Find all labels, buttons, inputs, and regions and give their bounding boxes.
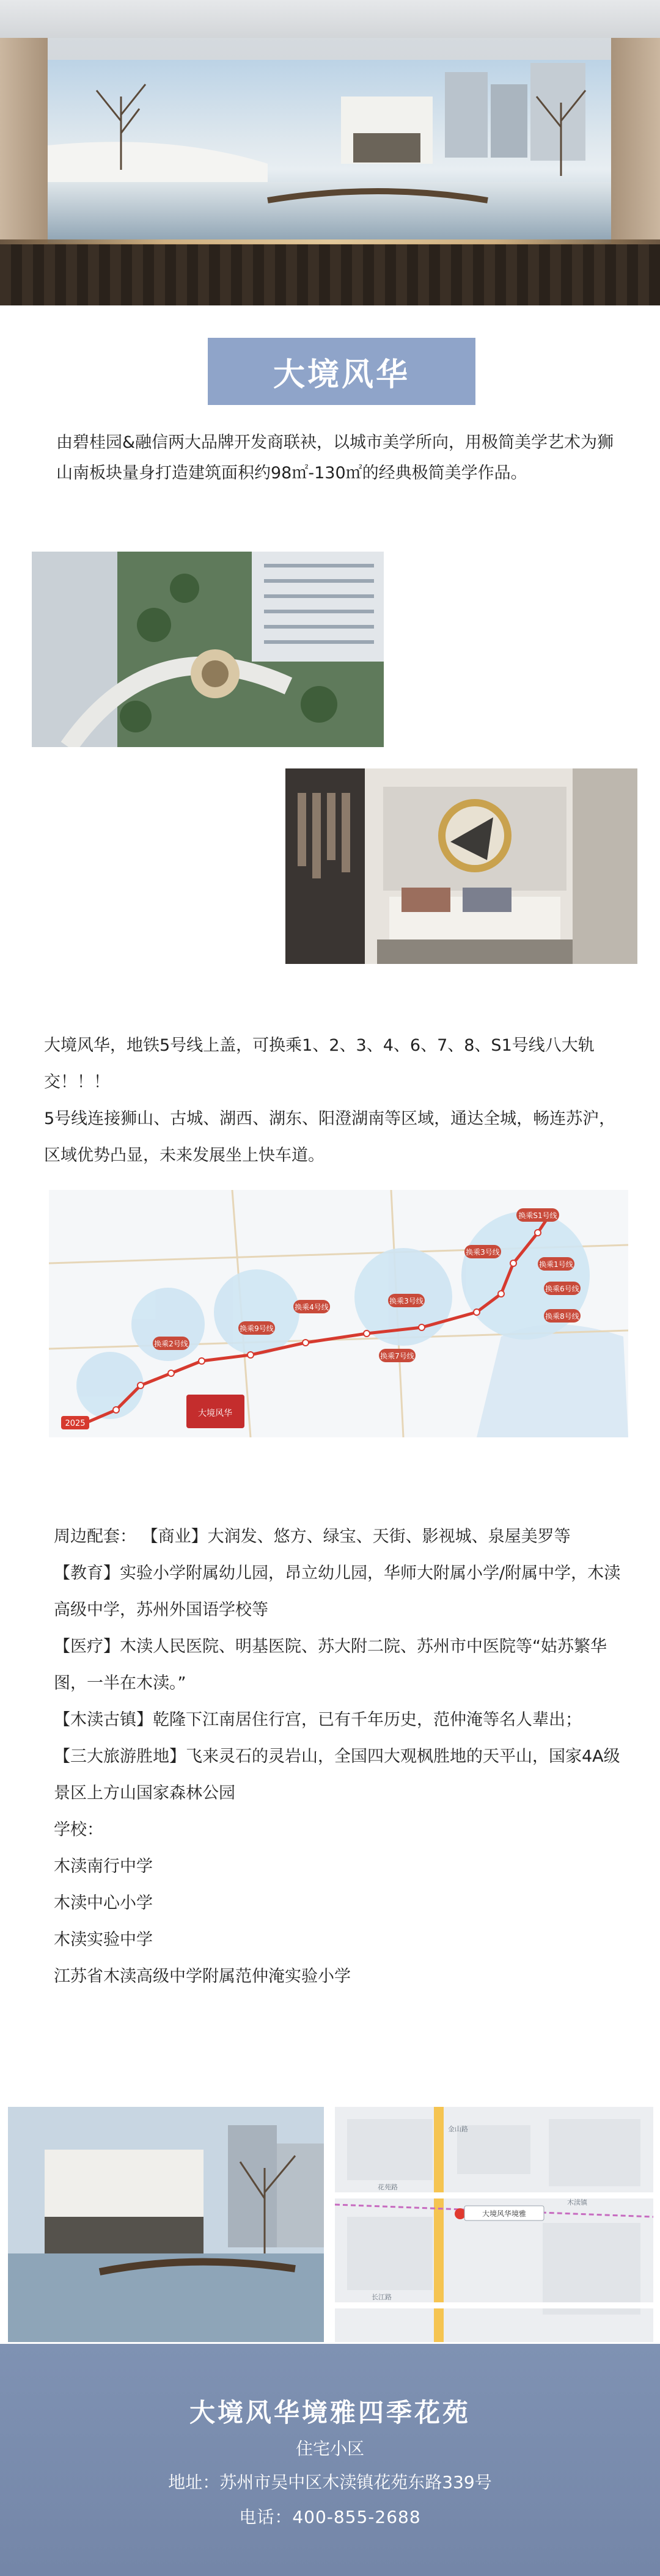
line-badge-2: 换乘S1号线 — [518, 1211, 557, 1220]
line-badge-1: 换乘3号线 — [466, 1248, 500, 1257]
amenity-commerce: 周边配套： 【商业】大润发、悠方、绿宝、天街、影视城、泉屋美罗等 — [54, 1527, 571, 1546]
line-badge-3: 换乘4号线 — [295, 1303, 329, 1312]
district-badge: 2025 — [65, 1419, 86, 1428]
transit-paragraph — [44, 1027, 618, 1174]
transit-line-1: 大境风华，地铁5号线上盖，可换乘1、2、3、4、6、7、8、S1号线八大轨交！！！ — [44, 1036, 595, 1092]
amenity-education: 【教育】实验小学附属幼儿园，昂立幼儿园，华师大附属小学/附属中学，木渎高级中学，苏州外国语学校等 — [54, 1564, 621, 1619]
address: 地址：苏州市吴中区木渎镇花苑东路339号 — [168, 2472, 492, 2492]
transit-line-2: 5号线连接狮山、古城、湖西、湖东、阳澄湖南等区域，通达全城，畅连苏沪，区域优势凸显，未来发展坐上快车道。 — [44, 1109, 616, 1165]
courtyard-aerial-photo — [32, 552, 384, 747]
road-label: 金山路 — [448, 2125, 468, 2133]
location-map — [335, 2107, 653, 2342]
road-label: 长江路 — [372, 2293, 392, 2301]
line-badge-5: 换乘8号线 — [545, 1312, 579, 1321]
amenity-old-town: 【木渎古镇】乾隆下江南居住行宫，已有千年历史，范仲淹等名人辈出； — [54, 1710, 582, 1729]
metro-line-map — [49, 1190, 628, 1437]
line-badge-9: 换乘3号线 — [389, 1297, 424, 1305]
intro-paragraph: 由碧桂园&融信两大品牌开发商联袂，以城市美学所向，用极简美学艺术为狮山南板块量身打造建筑面积约98㎡-130㎡的经典极简美学作品。 — [56, 433, 614, 483]
hero-image — [0, 0, 660, 305]
footer-info — [0, 2344, 660, 2576]
school-item: 木渎南行中学 — [54, 1857, 153, 1876]
line-badge-10: 换乘9号线 — [240, 1324, 274, 1333]
line-badge-4: 换乘1号线 — [539, 1260, 573, 1269]
bedroom-interior-photo — [285, 768, 637, 964]
amenity-medical: 【医疗】木渎人民医院、明基医院、苏大附二院、苏州市中医院等“姑苏繁华图，一半在木渎。” — [54, 1637, 607, 1693]
line-badge-8: 换乘7号线 — [380, 1352, 414, 1360]
schools-heading: 学校： — [54, 1820, 103, 1839]
road-label: 花苑路 — [378, 2183, 398, 2191]
sales-center-photo — [8, 2107, 324, 2342]
map-pin-label: 大境风华境雅 — [482, 2209, 527, 2218]
property-type: 住宅小区 — [295, 2439, 364, 2459]
school-item: 木渎中心小学 — [54, 1894, 153, 1913]
phone[interactable]: 电话：400-855-2688 — [239, 2507, 421, 2527]
line-badge-7: 换乘2号线 — [154, 1340, 188, 1348]
community-name: 大境风华境雅四季花苑 — [189, 2398, 471, 2428]
amenities-list — [54, 1519, 622, 1995]
amenity-tourism: 【三大旅游胜地】飞来灵石的灵岩山，全国四大观枫胜地的天平山，国家4A级景区上方山国家森林公园 — [54, 1747, 620, 1803]
section-title: 大境风华 — [208, 338, 475, 405]
school-item: 木渎实验中学 — [54, 1930, 153, 1949]
school-item: 江苏省木渎高级中学附属范仲淹实验小学 — [54, 1967, 351, 1986]
line-badge-6: 换乘6号线 — [545, 1285, 579, 1293]
project-badge: 大境风华 — [198, 1409, 232, 1418]
road-label: 木渎镇 — [567, 2198, 587, 2206]
